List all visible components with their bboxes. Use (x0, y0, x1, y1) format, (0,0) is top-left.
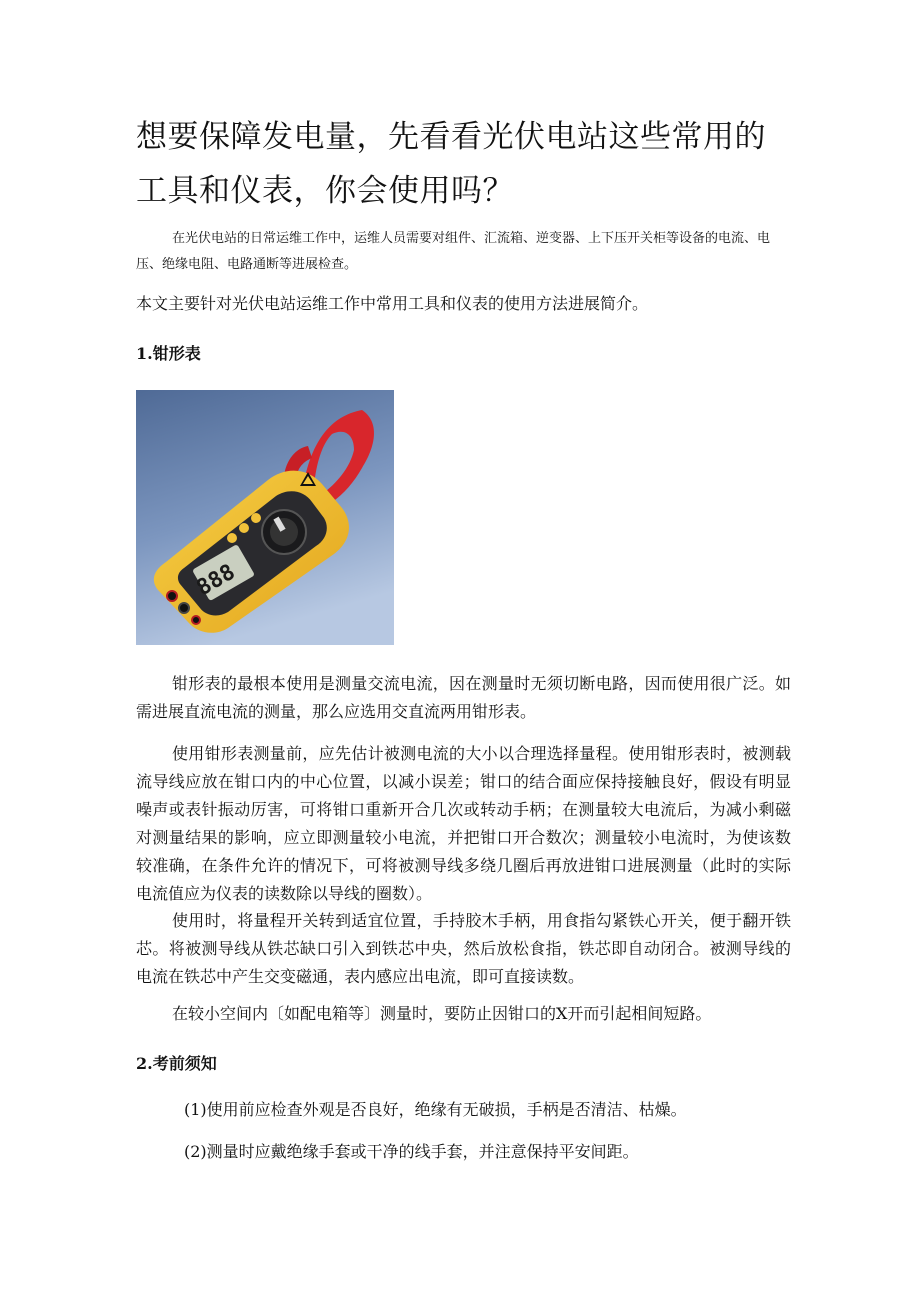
lead-paragraph: 在光伏电站的日常运维工作中，运维人员需要对组件、汇流箱、逆变器、上下压开关柜等设备的电流、电压、绝缘电阻、电路通断等进展检查。 (136, 231, 771, 272)
section-heading-precautions: 2.考前须知 (136, 1054, 217, 1073)
clamp-meter-paragraph-4: 在较小空间内〔如配电箱等〕测量时，要防止因钳口的X开而引起相间短路。 (172, 1004, 712, 1023)
clamp-meter-photo (136, 390, 394, 645)
precaution-item-2: (2)测量时应戴绝缘手套或干净的线手套，并注意保持平安间距。 (184, 1142, 639, 1161)
meter-display-digits: 888 (192, 559, 240, 602)
clamp-meter-paragraph-3: 使用时，将量程开关转到适宜位置，手持胶木手柄，用食指勾紧铁心开关，便于翻开铁芯。将被测导线从铁芯缺口引入到铁芯中央，然后放松食指，铁芯即自动闭合。被测导线的电流在铁芯中产生交变磁通，表内感应出电流，即可直接读数。 (136, 911, 791, 986)
clamp-meter-paragraph-2: 使用钳形表测量前，应先估计被测电流的大小以合理选择量程。使用钳形表时，被测载流导线应放在钳口内的中心位置，以减小误差；钳口的结合面应保持接触良好，假设有明显噪声或表针振动厉害，可将钳口重新开合几次或转动手柄；在测量较大电流后，为减小剩磁对测量结果的影响，应立即测量较小电流，并把钳口开合数次；测量较小电流时，为使该数较准确，在条件允许的情况下，可将被测导线多绕几圈后再放进钳口进展测量（此时的实际电流值应为仪表的读数除以导线的圈数）。 (136, 744, 791, 903)
section-heading-clamp-meter: 1.钳形表 (136, 344, 201, 363)
precaution-item-1: (1)使用前应检查外观是否良好，绝缘有无破损，手柄是否清洁、枯燥。 (184, 1100, 687, 1119)
article-title: 想要保障发电量，先看看光伏电站这些常用的工具和仪表，你会使用吗？ (136, 119, 766, 209)
clamp-meter-paragraph-1: 钳形表的最根本使用是测量交流电流，因在测量时无须切断电路，因而使用很广泛。如需进展直流电流的测量，那么应选用交直流两用钳形表。 (136, 674, 791, 721)
intro-paragraph: 本文主要针对光伏电站运维工作中常用工具和仪表的使用方法进展简介。 (136, 294, 649, 313)
